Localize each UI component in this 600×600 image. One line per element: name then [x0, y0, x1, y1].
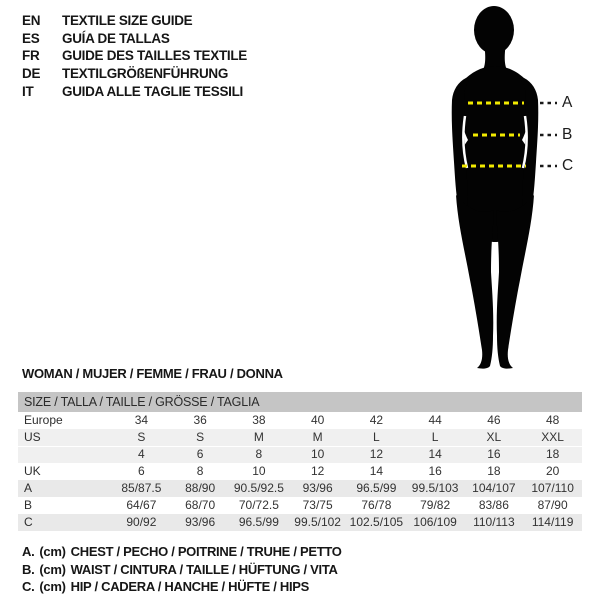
- row-label: Europe: [24, 413, 63, 427]
- language-label: GUÍA DE TALLAS: [62, 30, 170, 46]
- language-label: GUIDE DES TAILLES TEXTILE: [62, 48, 248, 64]
- size-cell: 114/119: [531, 515, 574, 529]
- size-cell: 76/78: [361, 498, 392, 512]
- size-cell: 90.5/92.5: [233, 481, 284, 495]
- size-cell: 87/90: [537, 498, 568, 512]
- size-cell: 12: [369, 447, 384, 461]
- size-cell: 110/113: [473, 515, 515, 529]
- size-cell: 90/92: [126, 515, 157, 529]
- size-cell: 44: [428, 413, 442, 427]
- measure-label-b: B: [562, 126, 573, 143]
- section-title: WOMAN / MUJER / FEMME / FRAU / DONNA: [22, 366, 283, 381]
- language-label: GUIDA ALLE TAGLIE TESSILI: [62, 83, 243, 99]
- language-guide: [22, 12, 247, 100]
- size-cell: 99.5/102: [294, 515, 341, 529]
- size-cell: 83/86: [478, 498, 509, 512]
- row-label: UK: [24, 464, 41, 478]
- size-cell: 68/70: [185, 498, 216, 512]
- size-cell: 93/96: [185, 515, 216, 529]
- size-table-row: [18, 463, 582, 480]
- size-cell: 107/110: [531, 481, 574, 495]
- size-cell: 99.5/103: [411, 481, 459, 495]
- legend-key: A.: [22, 544, 35, 560]
- size-cell: 18: [487, 464, 501, 478]
- size-cell: M: [312, 430, 323, 444]
- size-cell: 16: [428, 464, 442, 478]
- size-cell: 34: [134, 413, 149, 427]
- size-cell: 6: [196, 447, 204, 461]
- size-cell: 6: [138, 464, 145, 478]
- size-cell: 104/107: [472, 481, 516, 495]
- size-cell: 96.5/99: [238, 515, 279, 529]
- language-row: [22, 47, 247, 65]
- size-cell: S: [137, 430, 146, 444]
- legend-key: B.: [22, 561, 35, 577]
- size-cell: 8: [196, 464, 204, 478]
- size-table-header: SIZE / TALLA / TAILLE / GRÖSSE / TAGLIA: [18, 392, 582, 412]
- size-cell: 12: [310, 464, 325, 478]
- language-row: [22, 12, 247, 30]
- size-table-body: [18, 412, 582, 531]
- row-label: [18, 446, 112, 463]
- legend-label: WAIST / CINTURA / TAILLE / HÜFTUNG / VITA: [70, 561, 338, 577]
- size-cell: 93/96: [302, 481, 333, 495]
- legend-label: HIP / CADERA / HANCHE / HÜFTE / HIPS: [70, 579, 310, 595]
- size-table-row: [18, 446, 582, 463]
- size-cell: 38: [252, 413, 266, 427]
- size-cell: 36: [193, 413, 207, 427]
- size-cell: 102.5/105: [349, 515, 404, 529]
- legend-row: [22, 561, 342, 579]
- size-cell: 4: [138, 447, 145, 461]
- size-cell: 88/90: [185, 481, 216, 495]
- size-cell: 16: [487, 447, 501, 461]
- legend-row: [22, 543, 342, 561]
- measurement-legend: [22, 543, 342, 596]
- size-cell: 85/87.5: [121, 481, 162, 495]
- size-table-row: [18, 497, 582, 514]
- woman-silhouette-figure: [420, 0, 600, 380]
- row-label: A: [24, 481, 33, 495]
- language-row: [22, 30, 247, 48]
- size-cell: XL: [486, 430, 502, 444]
- size-cell: 10: [310, 447, 325, 461]
- row-label: US: [24, 430, 41, 444]
- size-table-row: [18, 412, 582, 429]
- size-cell: 106/109: [413, 515, 457, 529]
- size-cell: S: [196, 430, 205, 444]
- size-cell: 70/72.5: [238, 498, 279, 512]
- size-cell: 46: [487, 413, 501, 427]
- language-row: [22, 82, 247, 100]
- size-cell: 96.5/99: [356, 481, 397, 495]
- language-code: EN: [22, 13, 41, 29]
- size-table-row: [18, 480, 582, 497]
- size-cell: L: [431, 430, 439, 444]
- size-cell: XXL: [541, 430, 564, 444]
- legend-label: CHEST / PECHO / POITRINE / TRUHE / PETTO: [70, 544, 342, 560]
- measure-label-c: C: [562, 157, 574, 174]
- row-label: B: [24, 498, 33, 512]
- language-code: IT: [22, 83, 34, 99]
- size-cell: 14: [428, 447, 442, 461]
- size-cell: L: [373, 430, 380, 444]
- size-table-row: [18, 429, 582, 446]
- size-cell: 48: [545, 413, 560, 427]
- language-code: FR: [22, 48, 40, 64]
- legend-unit: (cm): [39, 579, 66, 595]
- legend-row: [22, 578, 342, 596]
- size-cell: 42: [369, 413, 384, 427]
- size-cell: 64/67: [126, 498, 157, 512]
- size-cell: 79/82: [420, 498, 451, 512]
- language-label: TEXTILGRÖßENFÜHRUNG: [62, 66, 229, 82]
- size-cell: 8: [255, 447, 263, 461]
- size-cell: M: [253, 430, 264, 444]
- size-table: [18, 392, 582, 531]
- size-cell: 20: [545, 464, 560, 478]
- language-row: [22, 65, 247, 83]
- size-cell: 14: [369, 464, 384, 478]
- legend-unit: (cm): [39, 544, 66, 560]
- size-cell: 18: [545, 447, 560, 461]
- woman-silhouette-icon: [420, 0, 600, 380]
- size-cell: 10: [252, 464, 266, 478]
- language-code: DE: [22, 66, 41, 82]
- language-code: ES: [22, 30, 40, 46]
- measure-label-a: A: [562, 94, 573, 111]
- size-table-row: [18, 514, 582, 531]
- row-label: C: [24, 515, 33, 529]
- legend-key: C.: [22, 579, 35, 595]
- size-cell: 73/75: [302, 498, 333, 512]
- size-cell: 40: [310, 413, 325, 427]
- language-label: TEXTILE SIZE GUIDE: [62, 13, 193, 29]
- legend-unit: (cm): [39, 561, 66, 577]
